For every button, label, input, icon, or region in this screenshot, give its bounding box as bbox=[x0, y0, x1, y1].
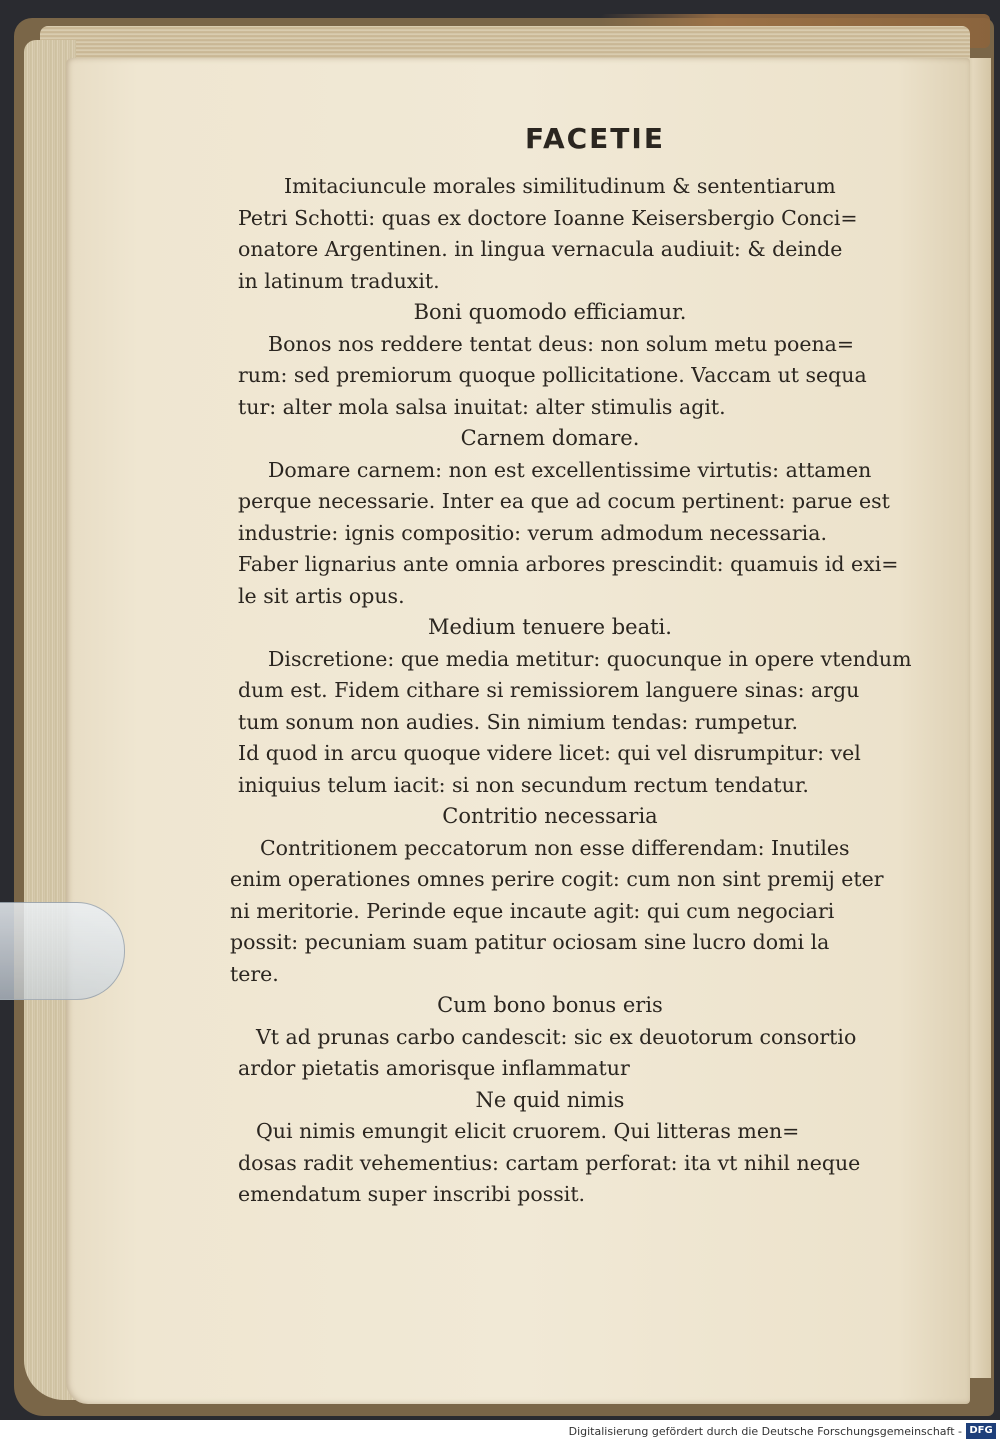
section bbox=[230, 990, 870, 1085]
text-line: emendatum super inscribi possit. bbox=[238, 1182, 586, 1206]
text-line: rum: sed premiorum quoque pollicitatione. Vaccam ut sequa bbox=[238, 363, 867, 387]
text-line: dosas radit vehementius: cartam perforat: ita vt nihil neque bbox=[238, 1150, 861, 1175]
text-line: Petri Schotti: quas ex doctore Ioanne Keisersbergio Conci= bbox=[238, 205, 858, 230]
section bbox=[230, 1085, 870, 1211]
text-line: Faber lignarius ante omnia arbores prescindit: quamuis id exi= bbox=[238, 552, 899, 576]
text-line: Discretione: que media metitur: quocunque in opere vtendum bbox=[268, 646, 912, 671]
funding-credit: Digitalisierung gefördert durch die Deutsche Forschungsgemeinschaft - bbox=[568, 1425, 962, 1438]
text-line: Domare carnem: non est excellentissime virtutis: attamen bbox=[268, 457, 872, 482]
text-line: tur: alter mola salsa inuitat: alter stimulis agit. bbox=[238, 394, 726, 419]
text-line: industrie: ignis compositio: verum admodum necessaria. bbox=[238, 520, 827, 545]
section-heading: Ne quid nimis bbox=[475, 1087, 625, 1112]
section-heading: Medium tenuere beati. bbox=[428, 615, 672, 639]
credit-footer bbox=[0, 1420, 1000, 1444]
section-heading: Contritio necessaria bbox=[442, 804, 658, 828]
section bbox=[230, 801, 884, 990]
section bbox=[230, 297, 870, 423]
section bbox=[230, 423, 899, 612]
text-line: enim operationes omnes perire cogit: cum non sint premij eter bbox=[230, 867, 884, 891]
text-line: iniquius telum iacit: si non secundum rectum tendatur. bbox=[238, 772, 809, 797]
intro-paragraph bbox=[230, 171, 870, 297]
text-line: Bonos nos reddere tentat deus: non solum metu poena= bbox=[268, 331, 855, 356]
text-line: in latinum traduxit. bbox=[238, 268, 440, 293]
section-heading: Boni quomodo efficiamur. bbox=[413, 300, 687, 324]
section-heading: Carnem domare. bbox=[460, 426, 640, 450]
text-line: ardor pietatis amorisque inflammatur bbox=[238, 1056, 630, 1080]
text-line: possit: pecuniam suam patitur ociosam sine lucro domi la bbox=[230, 930, 830, 954]
text-line: Imitaciuncule morales similitudinum & sententiarum bbox=[284, 174, 836, 198]
text-line: tum sonum non audies. Sin nimium tendas: rumpetur. bbox=[238, 709, 798, 734]
section bbox=[230, 612, 912, 801]
text-line: Vt ad prunas carbo candescit: sic ex deuotorum consortio bbox=[256, 1024, 857, 1049]
text-line: ni meritorie. Perinde eque incaute agit: qui cum negociari bbox=[230, 898, 835, 923]
text-line: Contritionem peccatorum non esse differendam: Inutiles bbox=[260, 835, 850, 860]
section-heading: Cum bono bonus eris bbox=[437, 993, 663, 1017]
text-line: Qui nimis emungit elicit cruorem. Qui litteras men= bbox=[256, 1119, 800, 1143]
text-line: perque necessarie. Inter ea que ad cocum pertinent: parue est bbox=[238, 489, 890, 513]
text-line: dum est. Fidem cithare si remissiorem languere sinas: argu bbox=[238, 678, 860, 702]
text-line: tere. bbox=[230, 961, 279, 986]
page-text bbox=[230, 122, 912, 1211]
dfg-logo: DFG bbox=[966, 1423, 996, 1439]
page-clip bbox=[0, 902, 125, 1000]
page-title: FACETIE bbox=[525, 122, 665, 155]
text-line: Id quod in arcu quoque videre licet: qui vel disrumpitur: vel bbox=[238, 741, 861, 765]
text-line: le sit artis opus. bbox=[238, 583, 405, 608]
text-line: onatore Argentinen. in lingua vernacula audiuit: & deinde bbox=[238, 237, 843, 261]
